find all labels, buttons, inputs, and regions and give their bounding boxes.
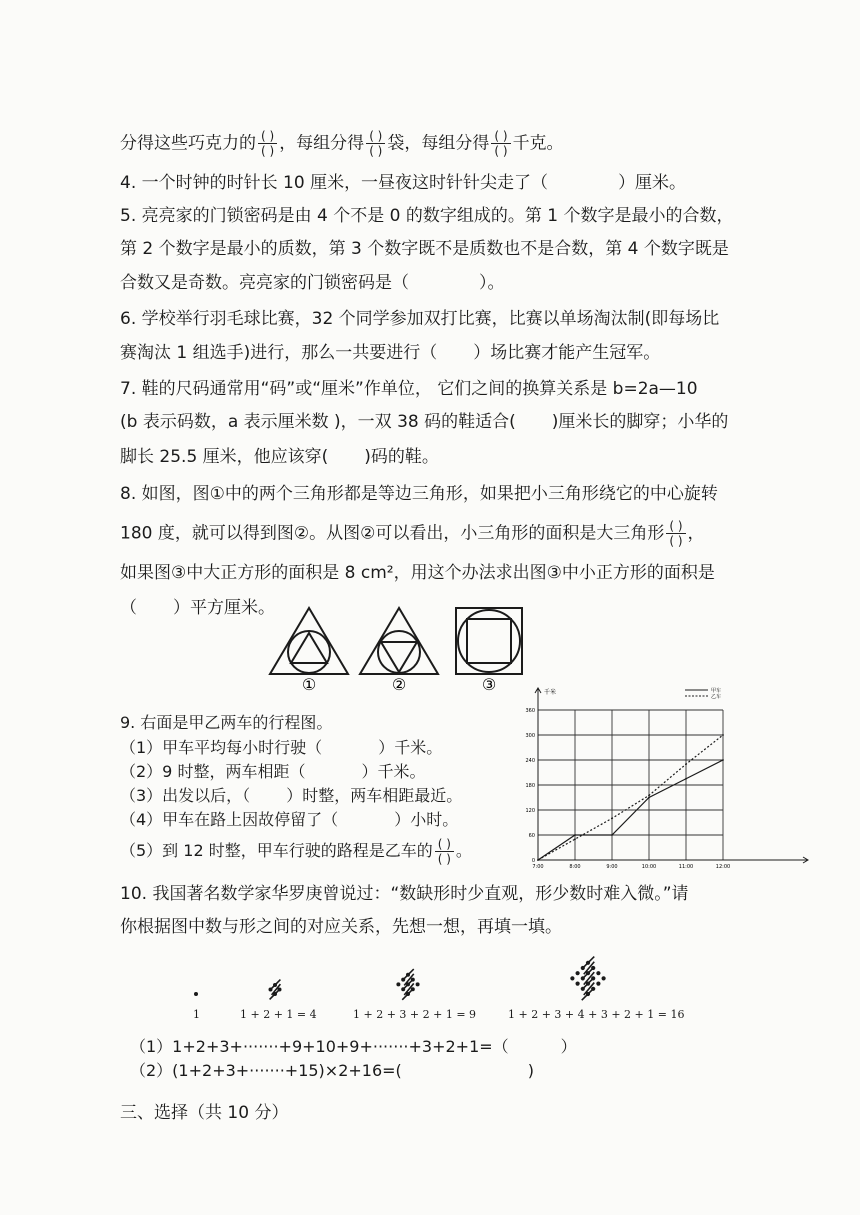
question-7-line-3: 脚长 25.5 厘米，他应该穿( )码的鞋。 [120,447,439,467]
y-tick-label: 120 [525,808,535,814]
y-tick-label: 360 [525,708,535,714]
series-point [685,778,687,780]
x-tick-label: 12:00 [715,864,731,870]
figure-1-triangle-in-circle-in-triangle [270,608,348,674]
question-10-line-1: 10. 我国著名数学家华罗庚曾说过：“数缺形时少直观，形少数时难入微。”请 [120,884,689,904]
legend-label: 甲车 [711,688,722,694]
question-8-line-4: （ ）平方厘米。 [120,598,275,618]
question-7-line-2: (b 表示码数，a 表示厘米数 )，一双 38 码的鞋适合( )厘米长的脚穿；小华的 [120,412,729,432]
chart-grid [538,710,723,860]
question-7-line-1: 7. 鞋的尺码通常用“码”或“厘米”作单位， 它们之间的换算关系是 b=2a—10 [120,379,698,399]
fraction-blank[interactable]: $\frac{( )}{( )}$ [666,520,685,547]
fraction-blank[interactable]: $\frac{( )}{( )}$ [491,130,510,157]
pattern-dot [576,971,580,975]
dot-patterns [180,950,680,1005]
question-9-item-1: （1）甲车平均每小时行驶（ ）千米。 [120,738,443,757]
question-8-line-2: 180 度，就可以得到图②。从图②可以看出，小三角形的面积是大三角形 $\frac{( )}{( )}$ ， [120,519,705,548]
question-9-title: 9. 右面是甲乙两车的行程图。 [120,713,333,732]
figure-2-rotated-triangle [360,608,438,674]
chart-axes [535,688,808,863]
x-tick-label: 7:00 [532,864,544,870]
pattern-dot [596,971,600,975]
question-8-line-3: 如果图③中大正方形的面积是 8 cm²，用这个办法求出图③中小正方形的面积是 [120,563,715,583]
pattern-dot [570,976,574,980]
y-tick-label: 60 [528,833,535,839]
figure-label-1: ① [301,675,317,692]
pattern-label-2: 1 + 2 + 1 = 4 [240,1008,317,1021]
question-5-line-1: 5. 亮亮家的门锁密码是由 4 个不是 0 的数字组成的。第 1 个数字是最小的合数， [120,206,734,226]
figure-label-3: ③ [481,675,497,692]
question-9-item-5: （5）到 12 时整，甲车行驶的路程是乙车的 $\frac{( )}{( )}$ 。 [120,837,472,866]
series-point [685,763,687,765]
pattern-dot [416,982,420,986]
pattern-dot [602,976,606,980]
legend-label: 乙车 [711,694,722,700]
question-4: 4. 一个时钟的时针长 10 厘米，一昼夜这时针针尖走了（ ）厘米。 [120,173,687,193]
chart-labels [525,687,730,870]
series-point [574,838,576,840]
pattern-label-4: 1 + 2 + 3 + 4 + 3 + 2 + 1 = 16 [508,1008,685,1021]
question-6-line-1: 6. 学校举行羽毛球比赛，32 个同学参加双打比赛，比赛以单场淘汰制(即每场比 [120,309,720,329]
pattern-4 [570,957,605,1001]
figure-3-square-in-circle-in-square [456,608,522,674]
question-8-line-1: 8. 如图，图①中的两个三角形都是等边三角形，如果把小三角形绕它的中心旋转 [120,484,718,504]
series-point [611,834,613,836]
x-tick-label: 8:00 [569,864,581,870]
y-tick-label: 180 [525,783,535,789]
y-tick-label: 240 [525,758,535,764]
fraction-blank[interactable]: $\frac{( )}{( )}$ [366,130,385,157]
pattern-1 [194,992,198,996]
series-point [722,759,724,761]
pattern-2 [269,980,282,1000]
pattern-label-3: 1 + 2 + 3 + 2 + 1 = 9 [353,1008,477,1021]
fraction-blank[interactable]: $\frac{( )}{( )}$ [258,130,277,157]
series-point [722,734,724,736]
pattern-dot [194,992,198,996]
y-tick-label: 300 [525,733,535,739]
series-point [574,834,576,836]
question-10-sub-2: （2）(1+2+3+·······+15)×2+16=( ) [130,1061,535,1080]
travel-chart [520,680,815,875]
question-9-item-4: （4）甲车在路上因故停留了（ ）小时。 [120,810,459,829]
series-point [648,797,650,799]
section-3-heading: 三、选择（共 10 分） [120,1103,289,1123]
pattern-dot [596,982,600,986]
series-point [611,817,613,819]
question-10-line-2: 你根据图中数与形之间的对应关系，先想一想，再填一填。 [120,917,562,937]
x-tick-label: 11:00 [678,864,694,870]
q3-tail-line: 分得这些巧克力的 $\frac{( )}{( )}$ ，每组分得 $\frac{( )}{( )}$ 袋，每组分得 $\frac{( )}{( )}$ 千克。 [120,129,564,158]
question-9-item-2: （2）9 时整，两车相距（ ）千米。 [120,762,426,781]
series-point [648,795,650,797]
pattern-dot [396,982,400,986]
question-9-item-3: （3）出发以后，（ ）时整，两车相距最近。 [120,786,463,805]
series-point [537,859,539,861]
pattern-label-1: 1 [193,1008,200,1021]
pattern-dot [576,982,580,986]
question-5-line-3: 合数又是奇数。亮亮家的门锁密码是（ ）。 [120,273,505,293]
x-tick-label: 9:00 [606,864,618,870]
question-5-line-2: 第 2 个数字是最小的质数，第 3 个数字既不是质数也不是合数，第 4 个数字既是 [120,239,729,259]
q8-figures [268,606,528,692]
pattern-3 [396,969,419,1000]
question-6-line-2: 赛淘汰 1 组选手)进行，那么一共要进行（ ）场比赛才能产生冠军。 [120,343,661,363]
fraction-blank[interactable]: $\frac{( )}{( )}$ [435,838,454,865]
y-tick-label: 0 [531,858,535,864]
x-tick-label: 10:00 [641,864,657,870]
y-axis-label: 千米 [544,689,557,696]
chart-series [537,734,724,861]
question-10-sub-1: （1）1+2+3+·······+9+10+9+·······+3+2+1=（ ） [130,1037,577,1056]
figure-label-2: ② [391,675,407,692]
